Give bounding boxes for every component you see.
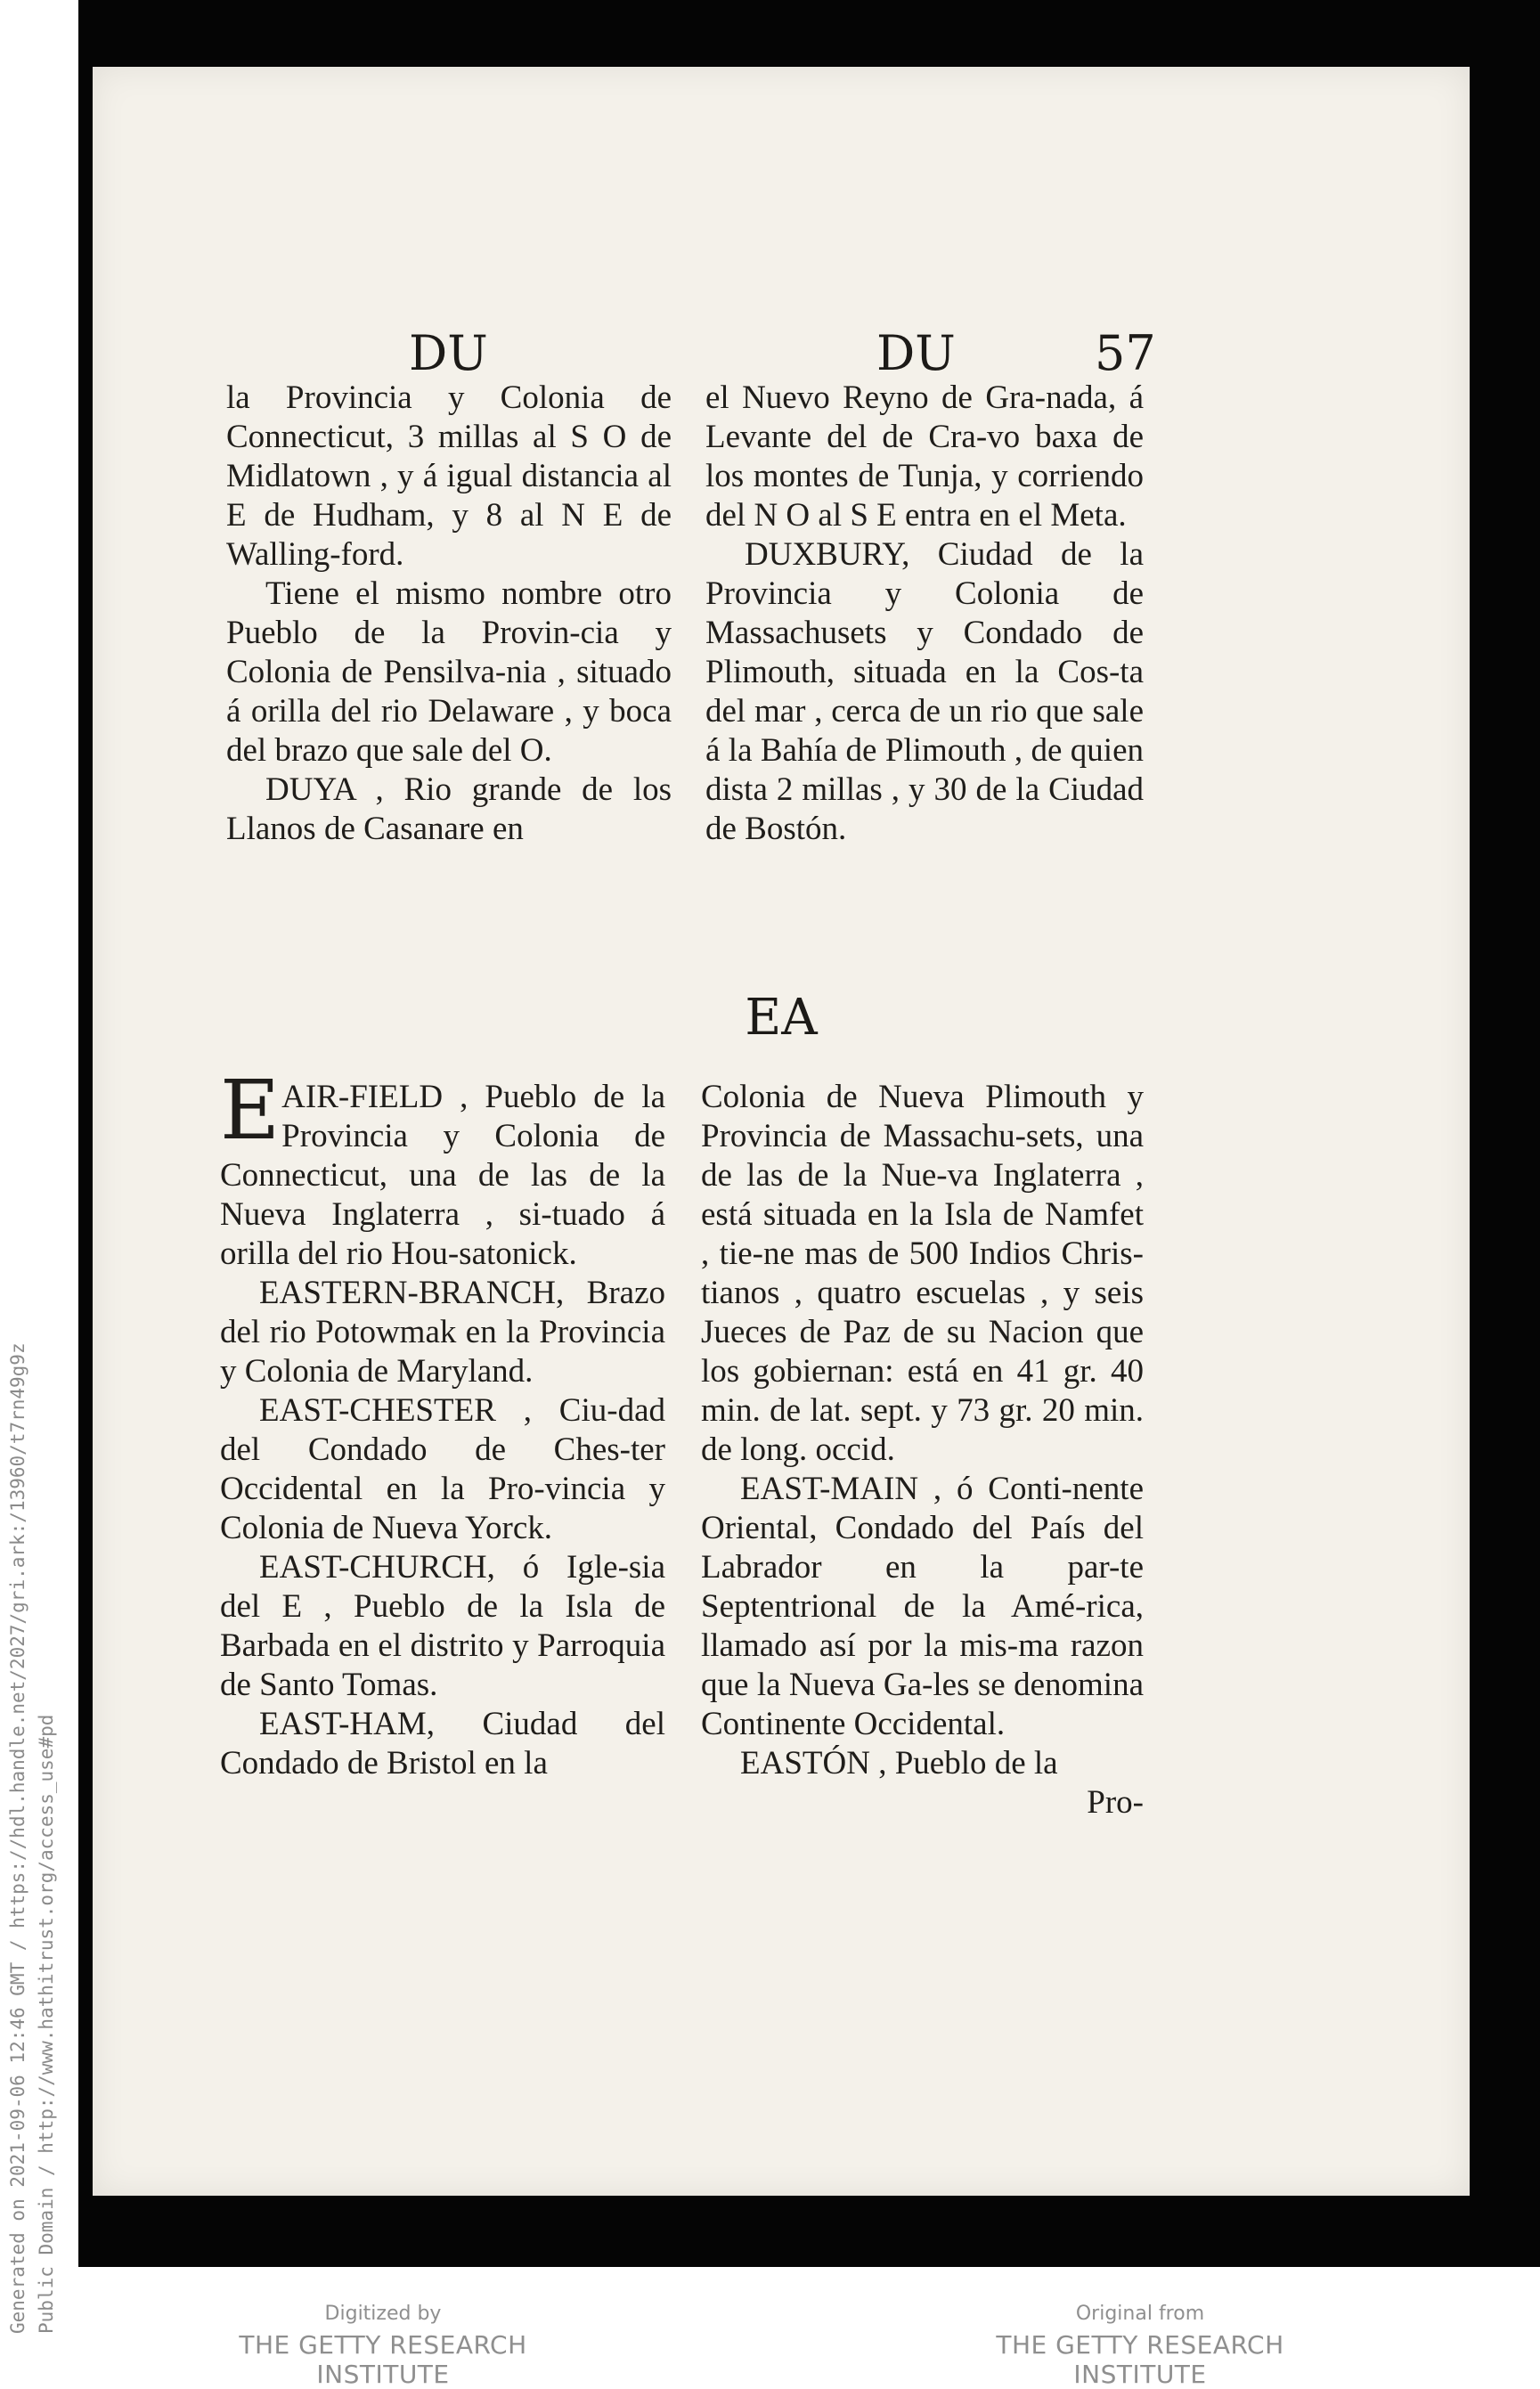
page-number: 57 (1095, 325, 1156, 381)
provenance-line-2: Public Domain / http://www.hathitrust.org/access_use#pd (36, 1714, 57, 2334)
paragraph: la Provincia y Colonia de Connecticut, 3 millas al S O de Midlatown , y á igual distancia al E de Hudham, y 8 al N E de Walling-ford. (226, 379, 672, 573)
paragraph: Tiene el mismo nombre otro Pueblo de la Provin-cia y Colonia de Pensilva-nia , situado á orilla del rio Delaware , y boca del brazo que sale del O. (226, 575, 672, 769)
paragraph: EAST-MAIN , ó Conti-nente Oriental, Condado del País del Labrador en la par-te Septentrional de la Amé-rica, llamado así por la mis-ma razon que la Nueva Ga-les se denomina Continente Occidental. (701, 1471, 1144, 1742)
paragraph: DUYA , Rio grande de los Llanos de Casanare en (226, 771, 672, 847)
provenance-line-1: Generated on 2021-09-06 12:46 GMT / https://hdl.handle.net/2027/gri.ark:/13960/t7rn49g9z (7, 1342, 29, 2334)
book-page (93, 67, 1470, 2196)
right-running-head: DU (876, 325, 956, 381)
drop-cap: E (220, 1063, 281, 1158)
paragraph: EAST-HAM, Ciudad del Condado de Bristol en la (220, 1706, 665, 1782)
paragraph: EAST-CHURCH, ó Igle-sia del E , Pueblo de la Isla de Barbada en el distrito y Parroquia de Santo Tomas. (220, 1549, 665, 1703)
paragraph: EAST-CHESTER , Ciu-dad del Condado de Ches-ter Occidental en la Pro-vincia y Colonia de Nueva Yorck. (220, 1392, 665, 1546)
paragraph: EASTERN-BRANCH, Brazo del rio Potowmak en la Provincia y Colonia de Maryland. (220, 1275, 665, 1390)
footer-digitized-institution: THE GETTY RESEARCH INSTITUTE (239, 2330, 527, 2389)
catchword: Pro- (1087, 1784, 1144, 1821)
footer-original-institution: THE GETTY RESEARCH INSTITUTE (996, 2330, 1284, 2389)
left-running-head: DU (409, 325, 488, 381)
column-right-top (705, 379, 1144, 849)
provenance-sidebar (2, 1140, 73, 2343)
paragraph: EASTÓN , Pueblo de la (740, 1745, 1058, 1782)
footer-original-label: Original from (1075, 2303, 1205, 2325)
footer-original (926, 2303, 1354, 2389)
entry-text: AIR-FIELD , Pueblo de la Provincia y Colonia de Connecticut, una de las de la Nueva Inglaterra , si-tuado á orilla del rio Hou-satonick. (220, 1079, 665, 1272)
column-left-top (226, 379, 672, 849)
section-heading: EA (745, 989, 818, 1047)
column-right-bottom (701, 1078, 1144, 1822)
paragraph: DUXBURY, Ciudad de la Provincia y Colonia de Massachusets y Condado de Plimouth, situada en la Cos-ta del mar , cerca de un rio que sale á la Bahía de Plimouth , de quien dista 2 millas , y 30 de la Ciudad de Bostón. (705, 536, 1144, 847)
footer-digitized-label: Digitized by (324, 2303, 442, 2325)
column-left-bottom (220, 1063, 665, 1783)
paragraph: Colonia de Nueva Plimouth y Provincia de Massachu-sets, una de las de la Nue-va Inglaterra , está situada en la Isla de Namfet , tie-ne mas de 500 Indios Chris-tianos , quatro escuelas , y seis Jueces de Paz de su Nacion que los gobiernan: está en 41 gr. 40 min. de lat. sept. y 73 gr. 20 min. de long. occid. (701, 1079, 1144, 1468)
footer-digitized (169, 2303, 597, 2389)
paragraph: el Nuevo Reyno de Gra-nada, á Levante del de Cra-vo baxa de los montes de Tunja, y corriendo del N O al S E entra en el Meta. (705, 379, 1144, 534)
paragraph (220, 1063, 665, 1274)
